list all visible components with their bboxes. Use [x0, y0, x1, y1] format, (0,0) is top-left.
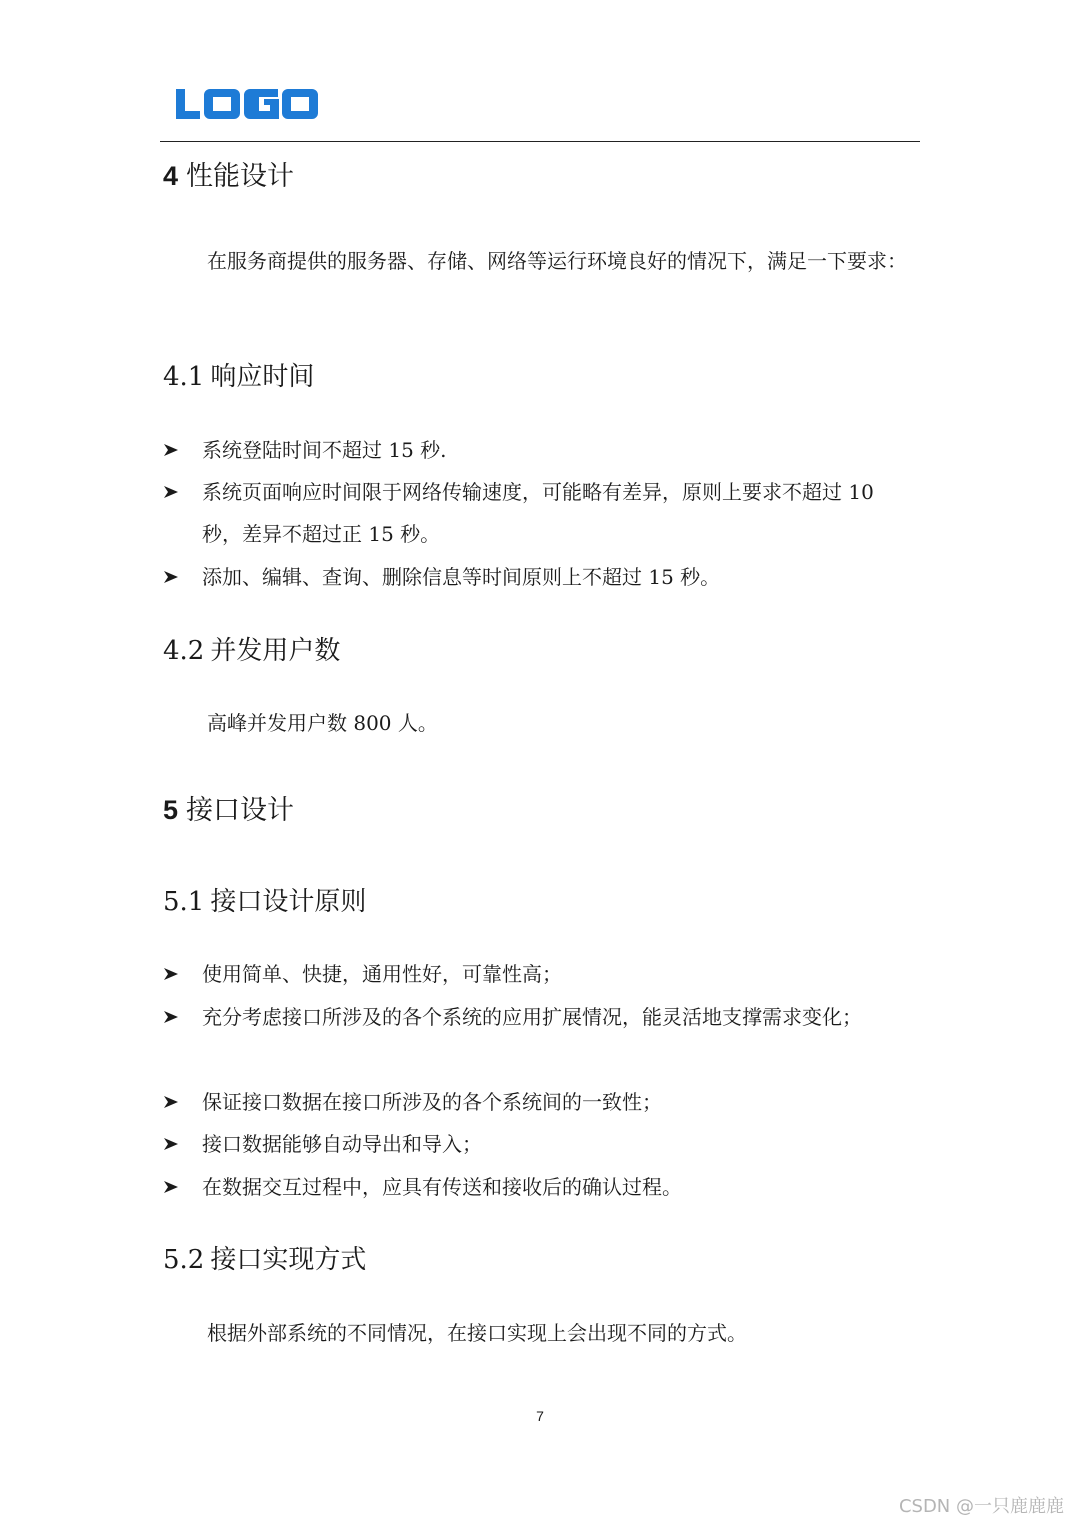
arrow-bullet-icon — [163, 967, 179, 981]
arrow-bullet-icon — [163, 485, 179, 499]
section-4-heading — [163, 158, 294, 195]
section-4-2-heading — [163, 634, 340, 668]
logo-wordmark — [174, 86, 320, 122]
section-4-title: 性能设计 — [186, 161, 295, 192]
list-item-text: 系统登陆时间不超过 15 秒. — [202, 438, 447, 462]
list-item-text: 系统页面响应时间限于网络传输速度，可能略有差异，原则上要求不超过 10 秒，差异不超过正 15 秒。 — [202, 480, 874, 546]
section-5-1-heading — [163, 885, 366, 919]
section-4-1-heading — [163, 360, 314, 394]
list-item-text: 保证接口数据在接口所涉及的各个系统间的一致性； — [202, 1090, 662, 1114]
section-4-2-text: 高峰并发用户数 800 人。 — [207, 711, 438, 735]
header-divider — [160, 141, 920, 142]
section-5-1-title: 接口设计原则 — [210, 887, 367, 917]
section-4-1-number: 4.1 — [163, 362, 205, 392]
section-5-title: 接口设计 — [186, 795, 295, 826]
arrow-bullet-icon — [163, 570, 179, 584]
list-item — [163, 471, 911, 555]
list-item-text: 充分考虑接口所涉及的各个系统的应用扩展情况，能灵活地支撑需求变化； — [202, 1005, 862, 1029]
section-4-intro: 在服务商提供的服务器、存储、网络等运行环境良好的情况下，满足一下要求： — [207, 249, 907, 273]
arrow-bullet-icon — [163, 1180, 179, 1194]
page-number: 7 — [536, 1408, 544, 1424]
section-5-2-text: 根据外部系统的不同情况，在接口实现上会出现不同的方式。 — [207, 1321, 747, 1345]
list-item-text: 添加、编辑、查询、删除信息等时间原则上不超过 15 秒。 — [202, 565, 721, 589]
list-item — [163, 1166, 911, 1208]
section-5-2-number: 5.2 — [163, 1245, 205, 1275]
arrow-bullet-icon — [163, 1095, 179, 1109]
section-5-1-number: 5.1 — [163, 887, 205, 917]
section-4-number: 4 — [163, 161, 179, 191]
list-item — [163, 429, 911, 471]
list-item-text: 使用简单、快捷，通用性好，可靠性高； — [202, 962, 562, 986]
list-item — [163, 556, 911, 598]
section-5-2-heading — [163, 1243, 366, 1277]
section-5-number: 5 — [163, 795, 179, 825]
list-item-text: 在数据交互过程中，应具有传送和接收后的确认过程。 — [202, 1175, 682, 1199]
section-5-heading — [163, 792, 294, 829]
arrow-bullet-icon — [163, 443, 179, 457]
section-5-2-title: 接口实现方式 — [210, 1245, 367, 1275]
arrow-bullet-icon — [163, 1137, 179, 1151]
list-item — [163, 1123, 911, 1165]
section-4-2-number: 4.2 — [163, 636, 205, 666]
watermark: CSDN @一只鹿鹿鹿 — [898, 1496, 1064, 1517]
list-item — [163, 1081, 911, 1123]
logo — [174, 86, 320, 122]
list-item-text: 接口数据能够自动导出和导入； — [202, 1132, 482, 1156]
list-item — [163, 953, 911, 995]
arrow-bullet-icon — [163, 1010, 179, 1024]
list-item — [163, 996, 923, 1038]
section-4-2-title: 并发用户数 — [210, 636, 341, 666]
section-4-1-title: 响应时间 — [210, 362, 315, 392]
